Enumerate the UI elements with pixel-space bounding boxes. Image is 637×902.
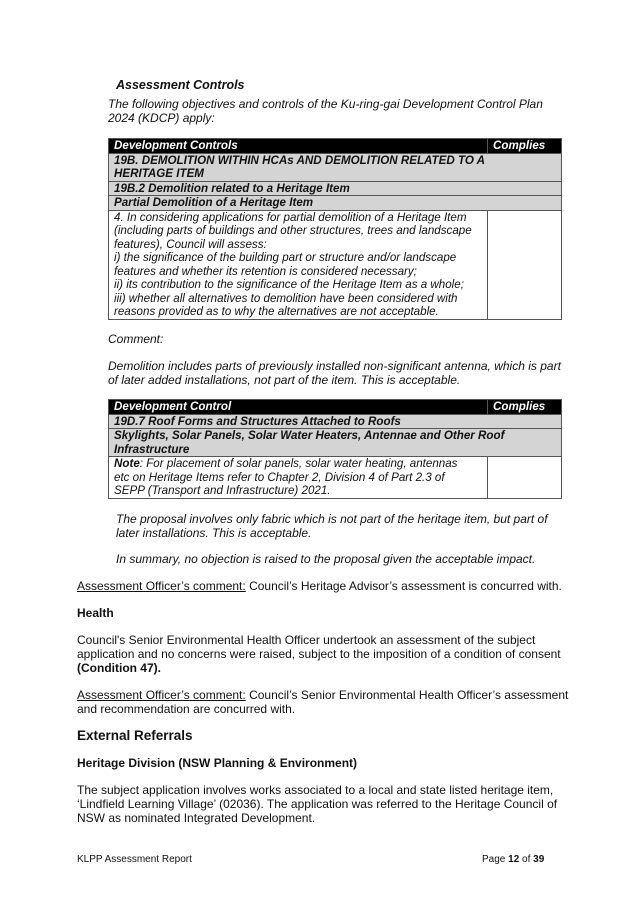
external-paragraph xyxy=(77,783,557,825)
section-heading-partial-demolition: Partial Demolition of a Heritage Item xyxy=(109,196,562,211)
complies-cell xyxy=(488,457,562,499)
external-referrals-heading: External Referrals xyxy=(77,728,193,743)
section-row xyxy=(109,429,562,457)
intro-line-1: The following objectives and controls of the Ku-ring-gai Development Control Plan xyxy=(108,97,543,111)
officer-comment-line-1 xyxy=(77,688,568,702)
note-text: : For placement of solar panels, solar water heating, antennas xyxy=(139,457,458,470)
section-heading-line: Infrastructure xyxy=(114,442,190,456)
health-condition: (Condition 47). xyxy=(77,661,161,675)
comment-body xyxy=(108,359,561,387)
assessment-controls-intro xyxy=(108,97,543,125)
assessment-controls-heading: Assessment Controls xyxy=(116,78,245,92)
control-text xyxy=(109,210,488,319)
development-controls-table xyxy=(108,138,562,320)
complies-cell xyxy=(488,210,562,319)
section-heading-line: HERITAGE ITEM xyxy=(114,167,204,180)
control-line: iii) whether all alternatives to demolition have been considered with xyxy=(114,291,458,305)
section-row xyxy=(109,196,562,211)
health-paragraph xyxy=(77,633,561,675)
external-line-2: ‘Lindfield Learning Village’ (02036). The application was referred to the Heritage Council of xyxy=(77,797,558,811)
control-line: (including parts of buildings and other structures, trees and landscape xyxy=(114,224,472,237)
section-heading-line: 19B. DEMOLITION WITHIN HCAs AND DEMOLITION RELATED TO A xyxy=(114,153,485,167)
footer-report-title: KLPP Assessment Report xyxy=(77,854,192,865)
comment-line-1: Demolition includes parts of previously installed non-significant antenna, which is part xyxy=(108,359,561,373)
control-line: reasons provided as to why the alternatives are not acceptable. xyxy=(114,305,439,318)
note-line-2: etc on Heritage Items refer to Chapter 2, Division 4 of Part 2.3 of xyxy=(114,470,445,484)
section-row xyxy=(109,153,562,181)
section-heading-19b2: 19B.2 Demolition related to a Heritage Item xyxy=(109,181,562,196)
development-control-table-2 xyxy=(108,399,562,499)
officer-comment-label: Assessment Officer’s comment: xyxy=(77,688,246,702)
note-line-3: SEPP (Transport and Infrastructure) 2021. xyxy=(114,484,331,497)
table-header-row xyxy=(109,139,562,154)
heritage-division-heading: Heritage Division (NSW Planning & Environment) xyxy=(77,756,358,770)
note-line-1 xyxy=(114,457,482,471)
comment-line-2: of later added installations, not part of the item. This is acceptable. xyxy=(108,373,461,387)
proposal-line-1: The proposal involves only fabric which is not part of the heritage item, but part of xyxy=(116,512,548,526)
officer-comment-heritage xyxy=(77,579,562,593)
section-heading-19b xyxy=(109,153,562,181)
control-row xyxy=(109,457,562,499)
officer-comment-label: Assessment Officer’s comment: xyxy=(77,579,246,593)
intro-line-2: 2024 (KDCP) apply: xyxy=(108,111,215,125)
column-header-complies: Complies xyxy=(488,400,562,415)
section-heading-line: Skylights, Solar Panels, Solar Water Heaters, Antennae and Other Roof xyxy=(114,429,505,442)
section-row xyxy=(109,414,562,429)
page-of: of xyxy=(519,854,534,865)
page-total: 39 xyxy=(533,854,545,865)
control-text xyxy=(109,457,488,499)
page-prefix: Page xyxy=(482,854,509,865)
control-line: ii) its contribution to the significance of the Heritage Item as a whole; xyxy=(114,278,464,291)
proposal-line-2: later installations. This is acceptable. xyxy=(116,526,312,540)
page-current: 12 xyxy=(508,854,520,865)
column-header-control: Development Control xyxy=(109,400,488,415)
note-label: Note xyxy=(114,457,140,470)
external-line-3: NSW as nominated Integrated Development. xyxy=(77,811,316,825)
control-row xyxy=(109,210,562,319)
section-heading-19d7: 19D.7 Roof Forms and Structures Attached to Roofs xyxy=(109,414,562,429)
health-line-1: Council's Senior Environmental Health Officer undertook an assessment of the subject xyxy=(77,633,536,647)
officer-comment-health xyxy=(77,688,568,716)
column-header-complies: Complies xyxy=(488,139,562,154)
health-heading: Health xyxy=(77,606,114,620)
control-line: features), Council will assess: xyxy=(114,237,267,251)
control-line: i) the significance of the building part or structure and/or landscape xyxy=(114,251,457,264)
section-row xyxy=(109,181,562,196)
health-line-2: application and no concerns were raised, subject to the imposition of a condition of consent xyxy=(77,647,561,661)
control-line: 4. In considering applications for partial demolition of a Heritage Item xyxy=(114,210,467,224)
officer-comment-text: Council’s Senior Environmental Health Officer’s assessment xyxy=(245,688,569,702)
summary-statement: In summary, no objection is raised to the proposal given the acceptable impact. xyxy=(116,552,536,566)
officer-comment-line-2: and recommendation are concurred with. xyxy=(77,702,296,716)
external-line-1: The subject application involves works associated to a local and state listed heritage item, xyxy=(77,783,554,797)
proposal-paragraph xyxy=(116,512,548,540)
column-header-controls: Development Controls xyxy=(109,139,488,154)
section-heading-skylights xyxy=(109,429,562,457)
control-line: features and whether its retention is considered necessary; xyxy=(114,264,417,278)
footer-page-number xyxy=(482,854,544,865)
comment-label: Comment: xyxy=(108,332,164,346)
table-header-row xyxy=(109,400,562,415)
officer-comment-text: Council’s Heritage Advisor’s assessment is concurred with. xyxy=(245,579,562,593)
